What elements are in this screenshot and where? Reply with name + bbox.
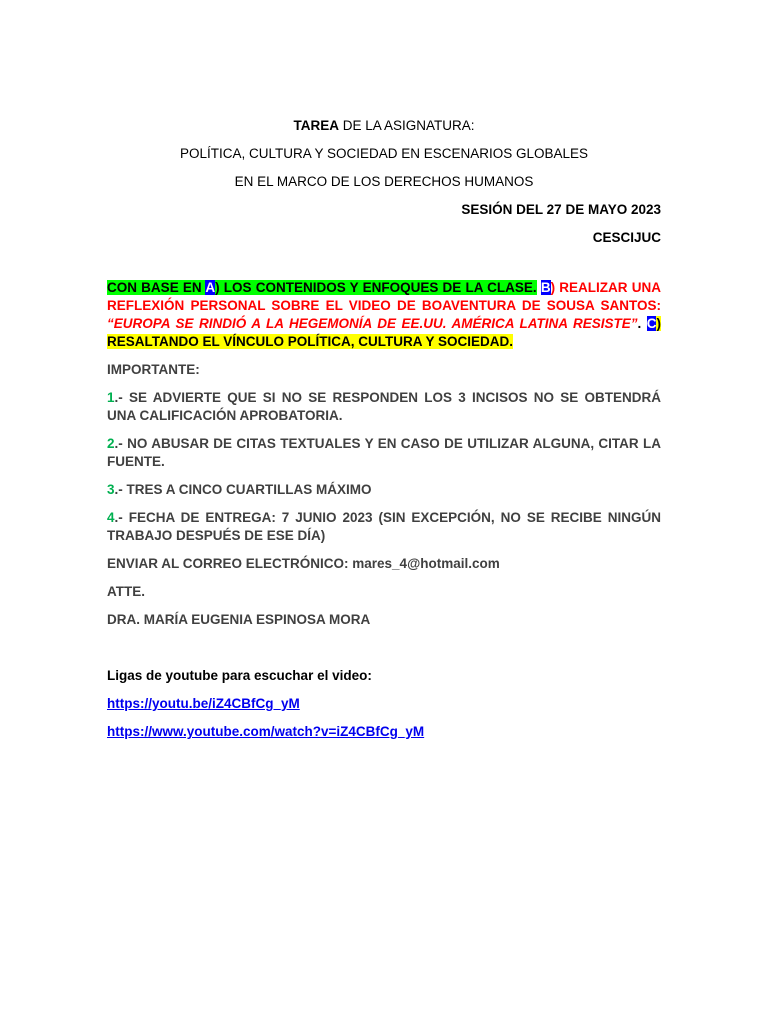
item-number: 3 (107, 482, 115, 497)
part-a-text: ) LOS CONTENIDOS Y ENFOQUES DE LA CLASE. (215, 280, 537, 295)
email-address: mares_4@hotmail.com (352, 556, 500, 571)
item-text: .- NO ABUSAR DE CITAS TEXTUALES Y EN CASO DE UTILIZAR ALGUNA, CITAR LA FUENTE. (107, 436, 661, 469)
marker-c: C (646, 316, 657, 331)
link-line-1 (107, 695, 661, 713)
item-text: .- FECHA DE ENTREGA: 7 JUNIO 2023 (SIN EXCEPCIÓN, NO SE RECIBE NINGÚN TRABAJO DESPUÉS DE ESE DÍA) (107, 510, 661, 543)
marker-b: B (540, 280, 551, 295)
youtube-full-link[interactable]: https://www.youtube.com/watch?v=iZ4CBfCg_yM (107, 724, 425, 739)
important-item-1 (107, 389, 661, 425)
title-bold: TAREA (293, 118, 339, 133)
assignment-title (107, 117, 661, 135)
part-c-text: ) RESALTANDO EL VÍNCULO POLÍTICA, CULTURA Y SOCIEDAD. (107, 316, 661, 349)
marker-a: A (205, 280, 216, 295)
signature: DRA. MARÍA EUGENIA ESPINOSA MORA (107, 612, 371, 627)
link-line-2 (107, 723, 661, 741)
part-a-highlight (107, 280, 537, 295)
item-text: .- SE ADVIERTE QUE SI NO SE RESPONDEN LOS 3 INCISOS NO SE OBTENDRÁ UNA CALIFICACIÓN APROBATORIA. (107, 390, 661, 423)
subject-line-2: EN EL MARCO DE LOS DERECHOS HUMANOS (234, 174, 534, 189)
item-number: 1 (107, 390, 115, 405)
links-heading: Ligas de youtube para escuchar el video: (107, 668, 372, 683)
email-line (107, 555, 661, 573)
important-heading: IMPORTANTE: (107, 362, 200, 377)
instructions-paragraph (107, 279, 661, 351)
important-item-2 (107, 435, 661, 471)
youtube-short-link[interactable]: https://youtu.be/iZ4CBfCg_yM (107, 696, 300, 711)
important-item-4 (107, 509, 661, 545)
part-b-end: . (637, 316, 647, 331)
subject-line-1: POLÍTICA, CULTURA Y SOCIEDAD EN ESCENARIOS GLOBALES (179, 146, 589, 161)
institution-name: CESCIJUC (592, 230, 661, 245)
document-body (107, 117, 661, 751)
part-a-prefix: CON BASE EN (107, 280, 206, 295)
item-number: 2 (107, 436, 115, 451)
part-b-text: ) REALIZAR UNA REFLEXIÓN PERSONAL SOBRE EL VIDEO DE BOAVENTURA DE SOUSA SANTOS: (107, 280, 661, 313)
session-date: SESIÓN DEL 27 DE MAYO 2023 (461, 202, 661, 217)
item-number: 4 (107, 510, 115, 525)
important-item-3 (107, 481, 661, 499)
title-rest: DE LA ASIGNATURA: (338, 118, 475, 133)
video-title-quote: “EUROPA SE RINDIÓ A LA HEGEMONÍA DE EE.UU. AMÉRICA LATINA RESISTE” (107, 316, 638, 331)
item-text: .- TRES A CINCO CUARTILLAS MÁXIMO (114, 482, 372, 497)
email-label: ENVIAR AL CORREO ELECTRÓNICO: (107, 556, 353, 571)
closing: ATTE. (107, 584, 145, 599)
